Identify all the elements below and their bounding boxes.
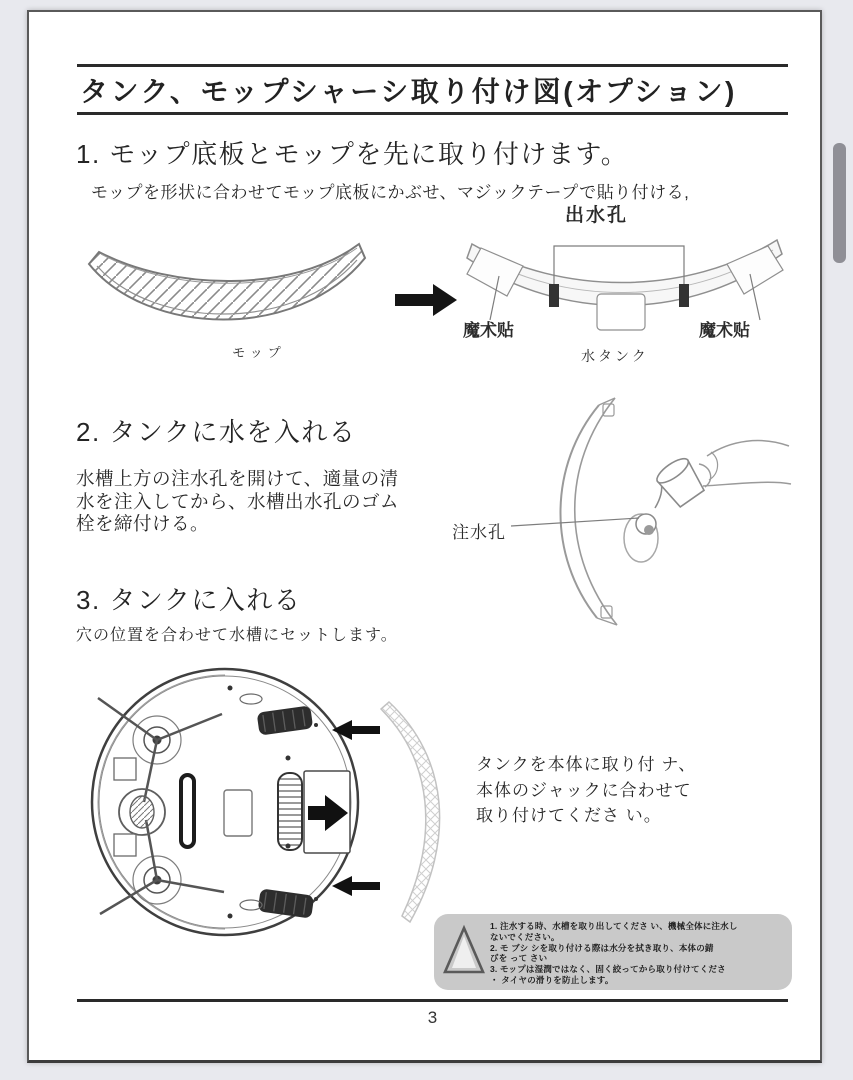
caution-line2: ないでください。 — [490, 931, 560, 942]
section2-body-line1: 水槽上方の注水孔を開けて、適量の清 — [76, 468, 399, 489]
fill-water-illustration — [449, 390, 794, 635]
footer-rule — [77, 999, 788, 1002]
section1-heading: 1. モップ底板とモップを先に取り付けます。 — [76, 139, 629, 169]
manual-page — [27, 10, 822, 1063]
caution-line4: びを って さい — [490, 953, 548, 964]
tank-label: 水タンク — [581, 348, 649, 364]
section3-note-line3: 取り付けてくださ い。 — [476, 806, 662, 825]
scrollbar-thumb[interactable] — [833, 143, 846, 263]
section3-note — [476, 752, 696, 829]
robot-bottom-illustration — [84, 662, 469, 947]
caution-text — [490, 921, 786, 986]
section2-body-line3: 栓を締付ける。 — [76, 513, 210, 534]
section2-body — [76, 468, 399, 536]
caution-line6: ・ タイヤの滑りを防止します。 — [490, 974, 614, 985]
page-number: 3 — [427, 1008, 438, 1027]
section3-body: 穴の位置を合わせて水槽にセットします。 — [76, 627, 398, 644]
title-rule-top — [77, 64, 788, 67]
magic-tape-right-label: 魔术贴 — [699, 321, 750, 340]
caution-line1: 1. 注水する時、水槽を取り出してくださ い、機械全体に注水し — [490, 921, 738, 931]
magic-tape-left-label: 魔术贴 — [463, 321, 514, 340]
caution-line5: 3. モップは湿潤ではなく、固く絞ってから取り付けてくださ — [490, 964, 726, 975]
title-rule-bottom — [77, 112, 788, 115]
caution-line3: 2. モ ブシ シを取り付ける際は水分を拭き取り、本体の錆 — [490, 942, 714, 953]
page-title: タンク、モップシャーシ取り付け図(オプション) — [80, 76, 737, 107]
caution-box — [434, 914, 792, 990]
outlet-hole-label: 出水孔 — [565, 205, 629, 226]
inlet-hole-label: 注水孔 — [450, 518, 508, 543]
mop-label: モップ — [232, 345, 286, 360]
section1-body: モップを形状に合わせてモップ底板にかぶせ、マジックテープで貼り付ける, — [91, 183, 690, 202]
section2-heading: 2. タンクに水を入れる — [76, 417, 357, 447]
section3-note-line1: タンクを本体に取り付 ナ、 — [476, 755, 697, 774]
section2-body-line2: 水を注入してから、水槽出水孔のゴム — [76, 490, 400, 512]
section3-note-line2: 本体のジャックに合わせて — [476, 780, 692, 800]
right-arrow-icon — [395, 284, 457, 316]
section3-heading: 3. タンクに入れる — [76, 585, 302, 615]
warning-triangle-icon — [442, 924, 486, 978]
